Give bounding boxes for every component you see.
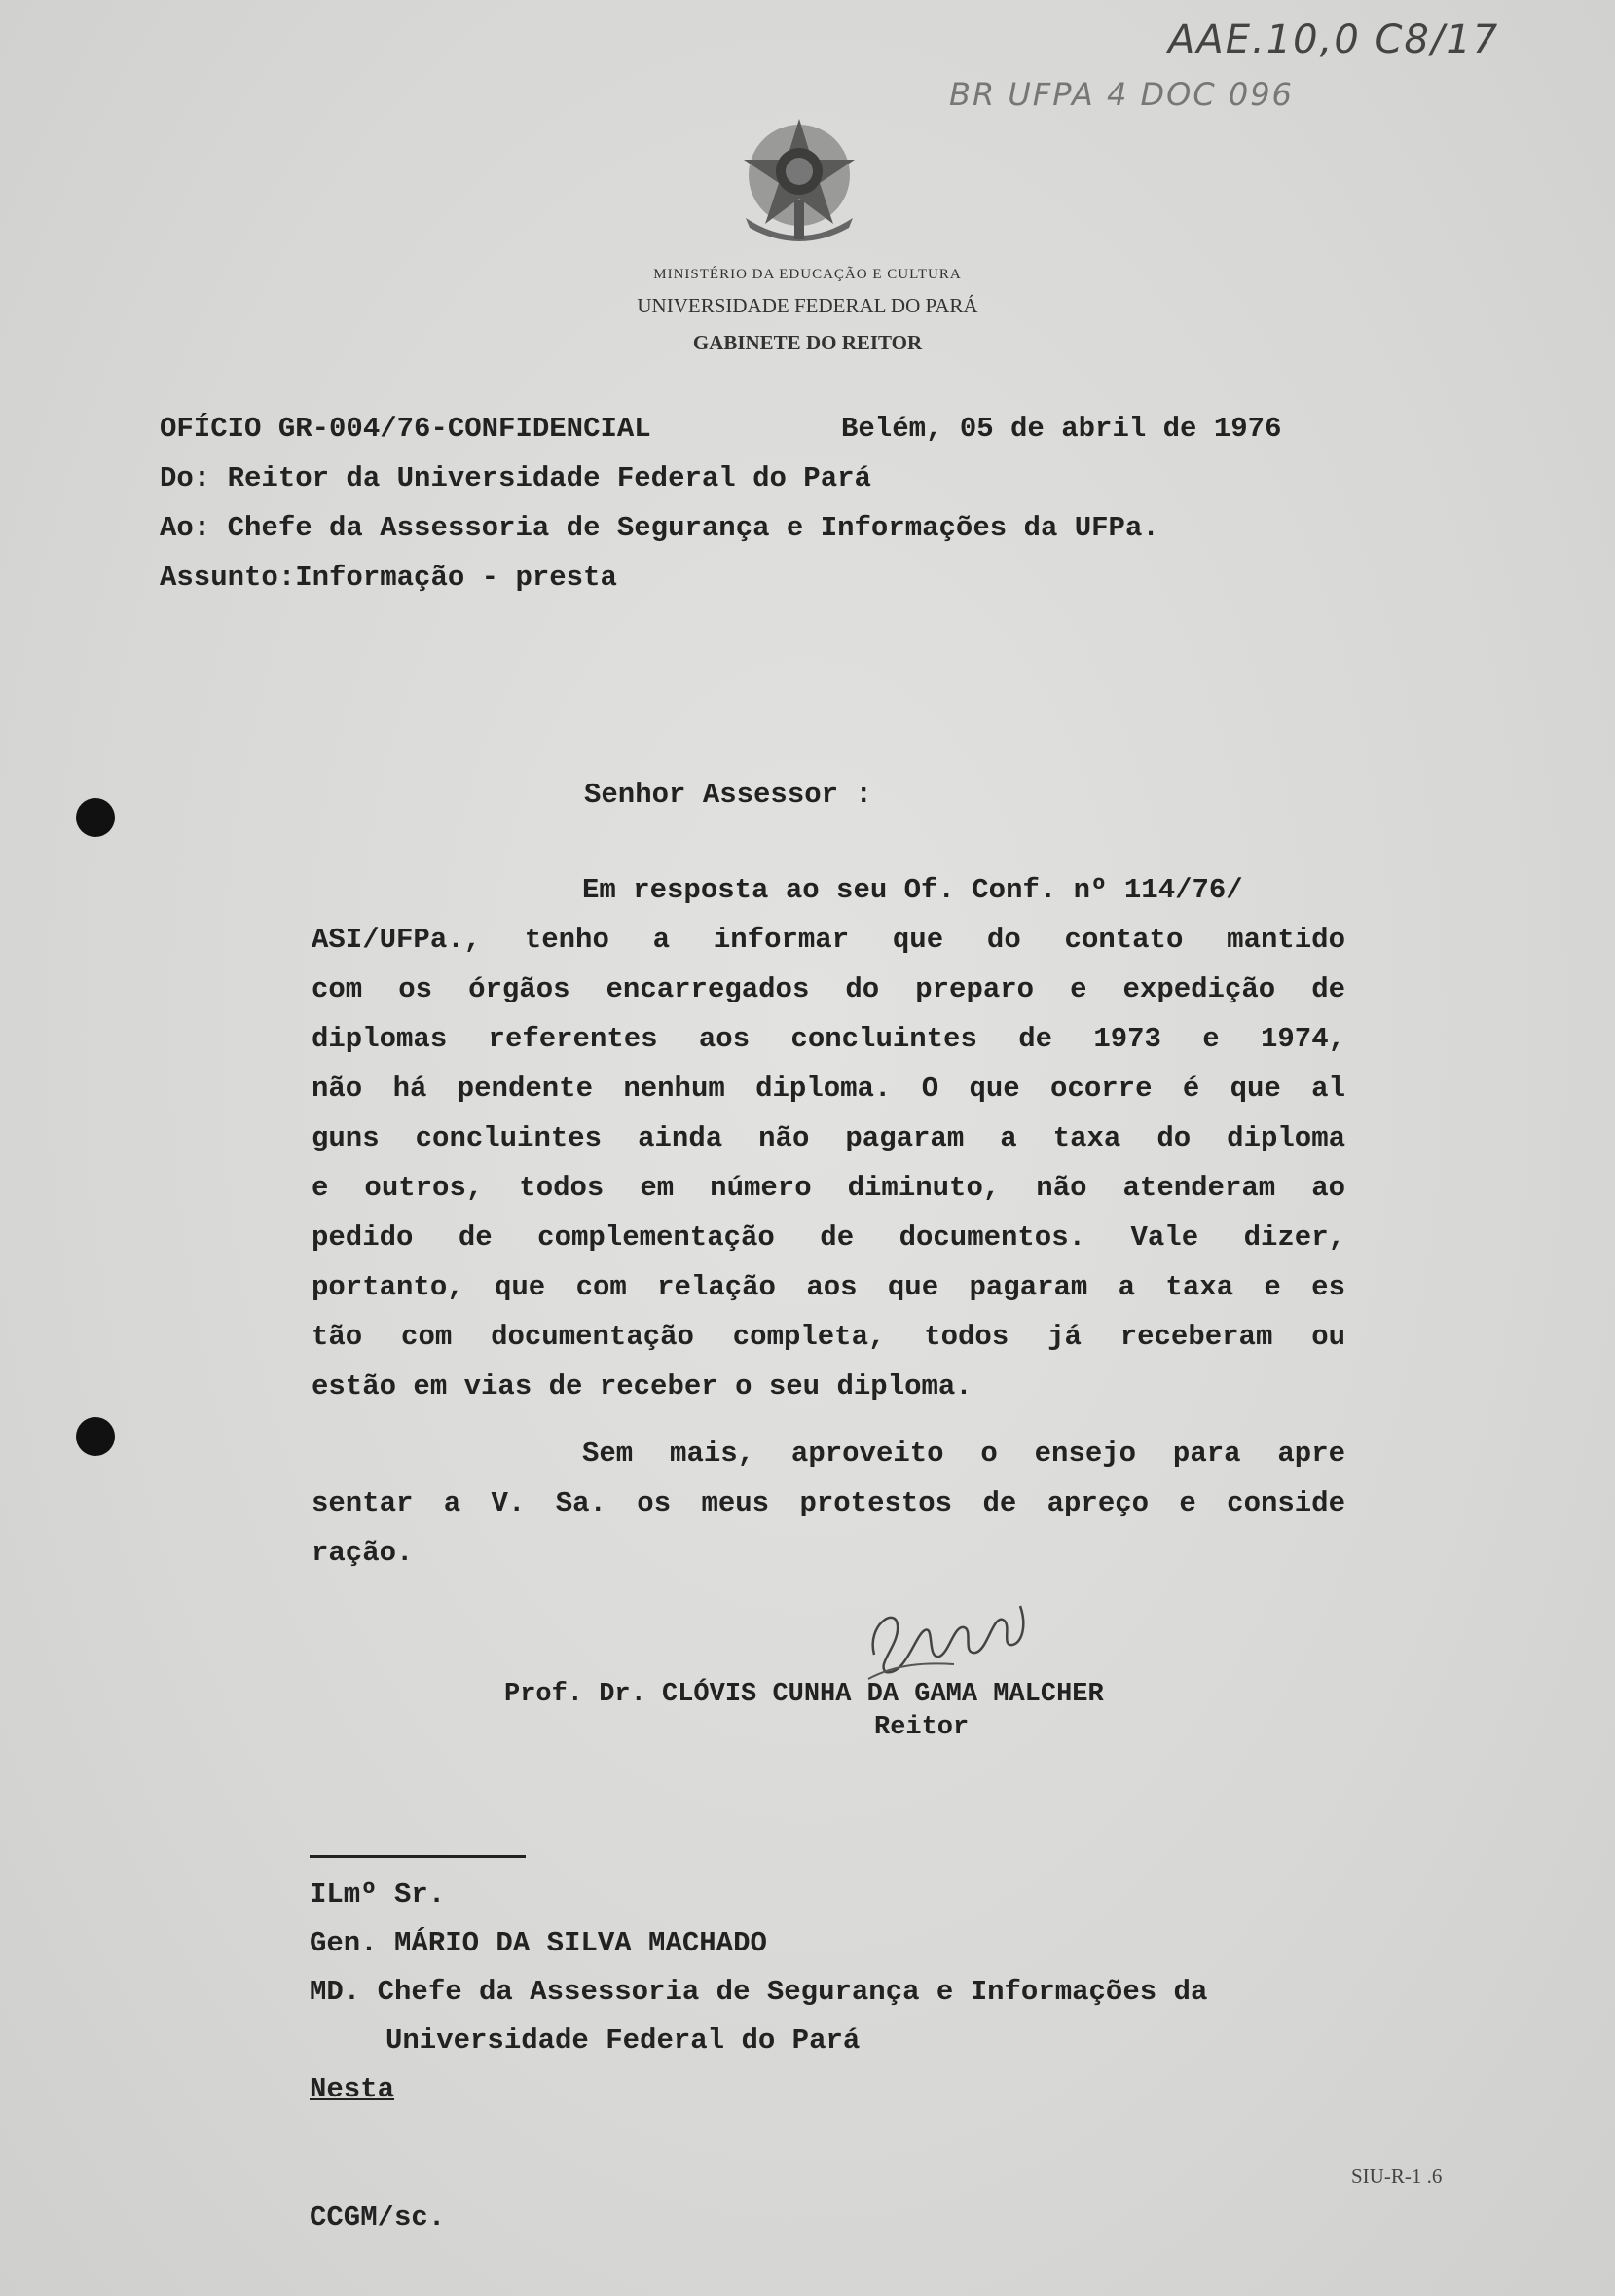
- body-line: portanto, que com relação aos que pagaram a taxa e es: [312, 1271, 1345, 1303]
- body-line: sentar a V. Sa. os meus protestos de apreço e conside: [312, 1487, 1345, 1519]
- body-line: com os órgãos encarregados do preparo e expedição de: [312, 973, 1345, 1005]
- body-line: guns concluintes ainda não pagaram a taxa do diploma: [312, 1122, 1345, 1154]
- body-line: e outros, todos em número diminuto, não atenderam ao: [312, 1172, 1345, 1204]
- archive-code-secondary: BR UFPA 4 DOC 096: [949, 76, 1294, 113]
- body-line: diplomas referentes aos concluintes de 1973 e 1974,: [312, 1023, 1345, 1055]
- body-line: ASI/UFPa., tenho a informar que do contato mantido: [312, 924, 1345, 956]
- addressee-locality: Nesta: [310, 2073, 395, 2105]
- separator-line: [310, 1855, 526, 1858]
- coat-of-arms-icon: [726, 109, 872, 255]
- memo-reference: OFÍCIO GR-004/76-CONFIDENCIAL: [160, 413, 651, 445]
- typist-initials: CCGM/sc.: [310, 2202, 446, 2234]
- body-line: ração.: [312, 1537, 414, 1569]
- form-reference: SIU-R-1 .6: [1351, 2165, 1443, 2188]
- office-name: GABINETE DO REITOR: [692, 331, 923, 354]
- handwritten-signature: [857, 1586, 1032, 1694]
- signatory-name: Prof. Dr. CLÓVIS CUNHA DA GAMA MALCHER: [504, 1680, 1104, 1709]
- punch-hole: [76, 1417, 115, 1456]
- memo-to: Ao: Chefe da Assessoria de Segurança e Informações da UFPa.: [160, 512, 1159, 544]
- body-line: Sem mais, aproveito o ensejo para apre: [582, 1438, 1345, 1470]
- body-line: Em resposta ao seu Of. Conf. nº 114/76/: [582, 874, 1243, 906]
- memo-from: Do: Reitor da Universidade Federal do Pará: [160, 462, 871, 494]
- punch-hole: [76, 798, 115, 837]
- body-line: tão com documentação completa, todos já receberam ou: [312, 1321, 1345, 1353]
- addressee-honorific: ILmº Sr.: [310, 1878, 446, 1911]
- ministry-name: MINISTÉRIO DA EDUCAÇÃO E CULTURA: [653, 267, 962, 282]
- body-line: estão em vias de receber o seu diploma.: [312, 1370, 973, 1403]
- body-line: pedido de complementação de documentos. Vale dizer,: [312, 1221, 1345, 1254]
- university-name: UNIVERSIDADE FEDERAL DO PARÁ: [637, 294, 978, 317]
- archive-code-primary: AAE.10,0 C8/17: [1168, 18, 1500, 62]
- body-line: não há pendente nenhum diploma. O que ocorre é que al: [312, 1073, 1345, 1105]
- addressee-institution: Universidade Federal do Pará: [385, 2024, 861, 2057]
- signatory-title: Reitor: [874, 1713, 970, 1742]
- addressee-name: Gen. MÁRIO DA SILVA MACHADO: [310, 1927, 767, 1959]
- memo-place-date: Belém, 05 de abril de 1976: [841, 413, 1282, 445]
- salutation: Senhor Assessor :: [584, 779, 872, 811]
- addressee-role: MD. Chefe da Assessoria de Segurança e Informações da: [310, 1976, 1208, 2008]
- memo-subject: Assunto:Informação - presta: [160, 562, 617, 594]
